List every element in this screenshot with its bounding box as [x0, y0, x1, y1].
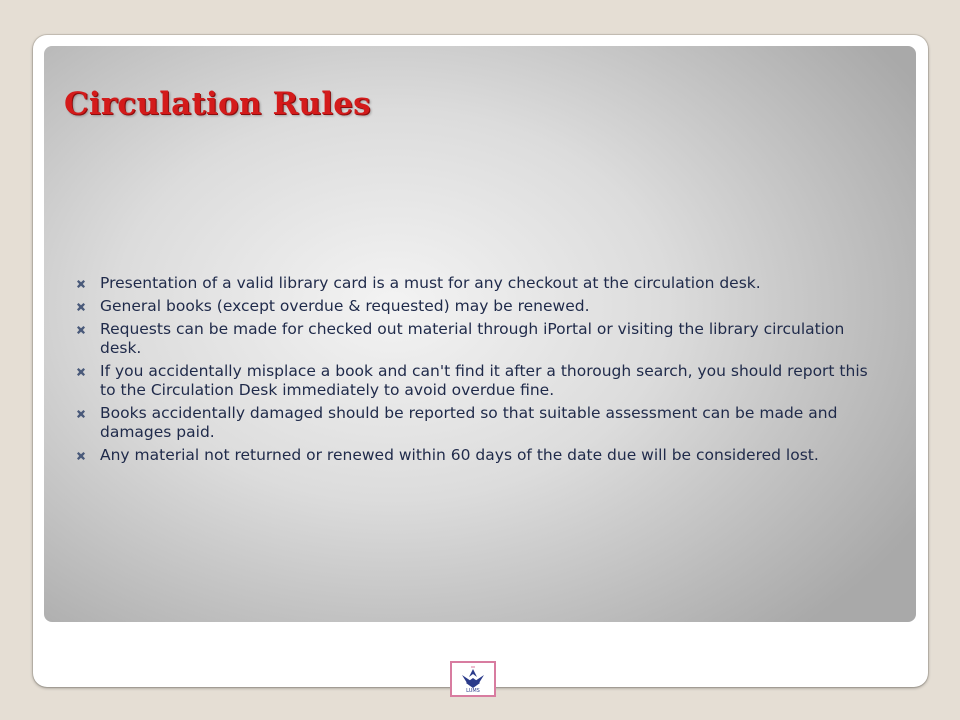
rule-text: Books accidentally damaged should be reported so that suitable assessment can be made and damages paid.	[100, 404, 838, 441]
rule-item	[72, 297, 887, 316]
diamond-bullet-icon	[76, 367, 86, 377]
diamond-bullet-icon	[76, 302, 86, 312]
rule-text: Requests can be made for checked out material through iPortal or visiting the library circulation desk.	[100, 320, 845, 357]
content-panel	[44, 46, 916, 622]
lums-logo-icon	[450, 661, 496, 697]
rule-item	[72, 362, 887, 400]
rule-item	[72, 274, 887, 293]
rule-item	[72, 446, 887, 465]
rule-item	[72, 404, 887, 442]
diamond-bullet-icon	[76, 451, 86, 461]
slide-card	[33, 35, 928, 694]
rule-text: General books (except overdue & requested) may be renewed.	[100, 297, 590, 315]
rule-item	[72, 320, 887, 358]
rules-list	[72, 274, 887, 469]
diamond-bullet-icon	[76, 325, 86, 335]
rule-text: If you accidentally misplace a book and can't find it after a thorough search, you should report this to the Circulation Desk immediately to avoid overdue fine.	[100, 362, 868, 399]
rule-text: Any material not returned or renewed within 60 days of the date due will be considered lost.	[100, 446, 819, 464]
slide-title: Circulation Rules	[64, 86, 371, 122]
diamond-bullet-icon	[76, 409, 86, 419]
diamond-bullet-icon	[76, 279, 86, 289]
rule-text: Presentation of a valid library card is a must for any checkout at the circulation desk.	[100, 274, 761, 292]
logo-caption: LUMS	[466, 688, 480, 694]
